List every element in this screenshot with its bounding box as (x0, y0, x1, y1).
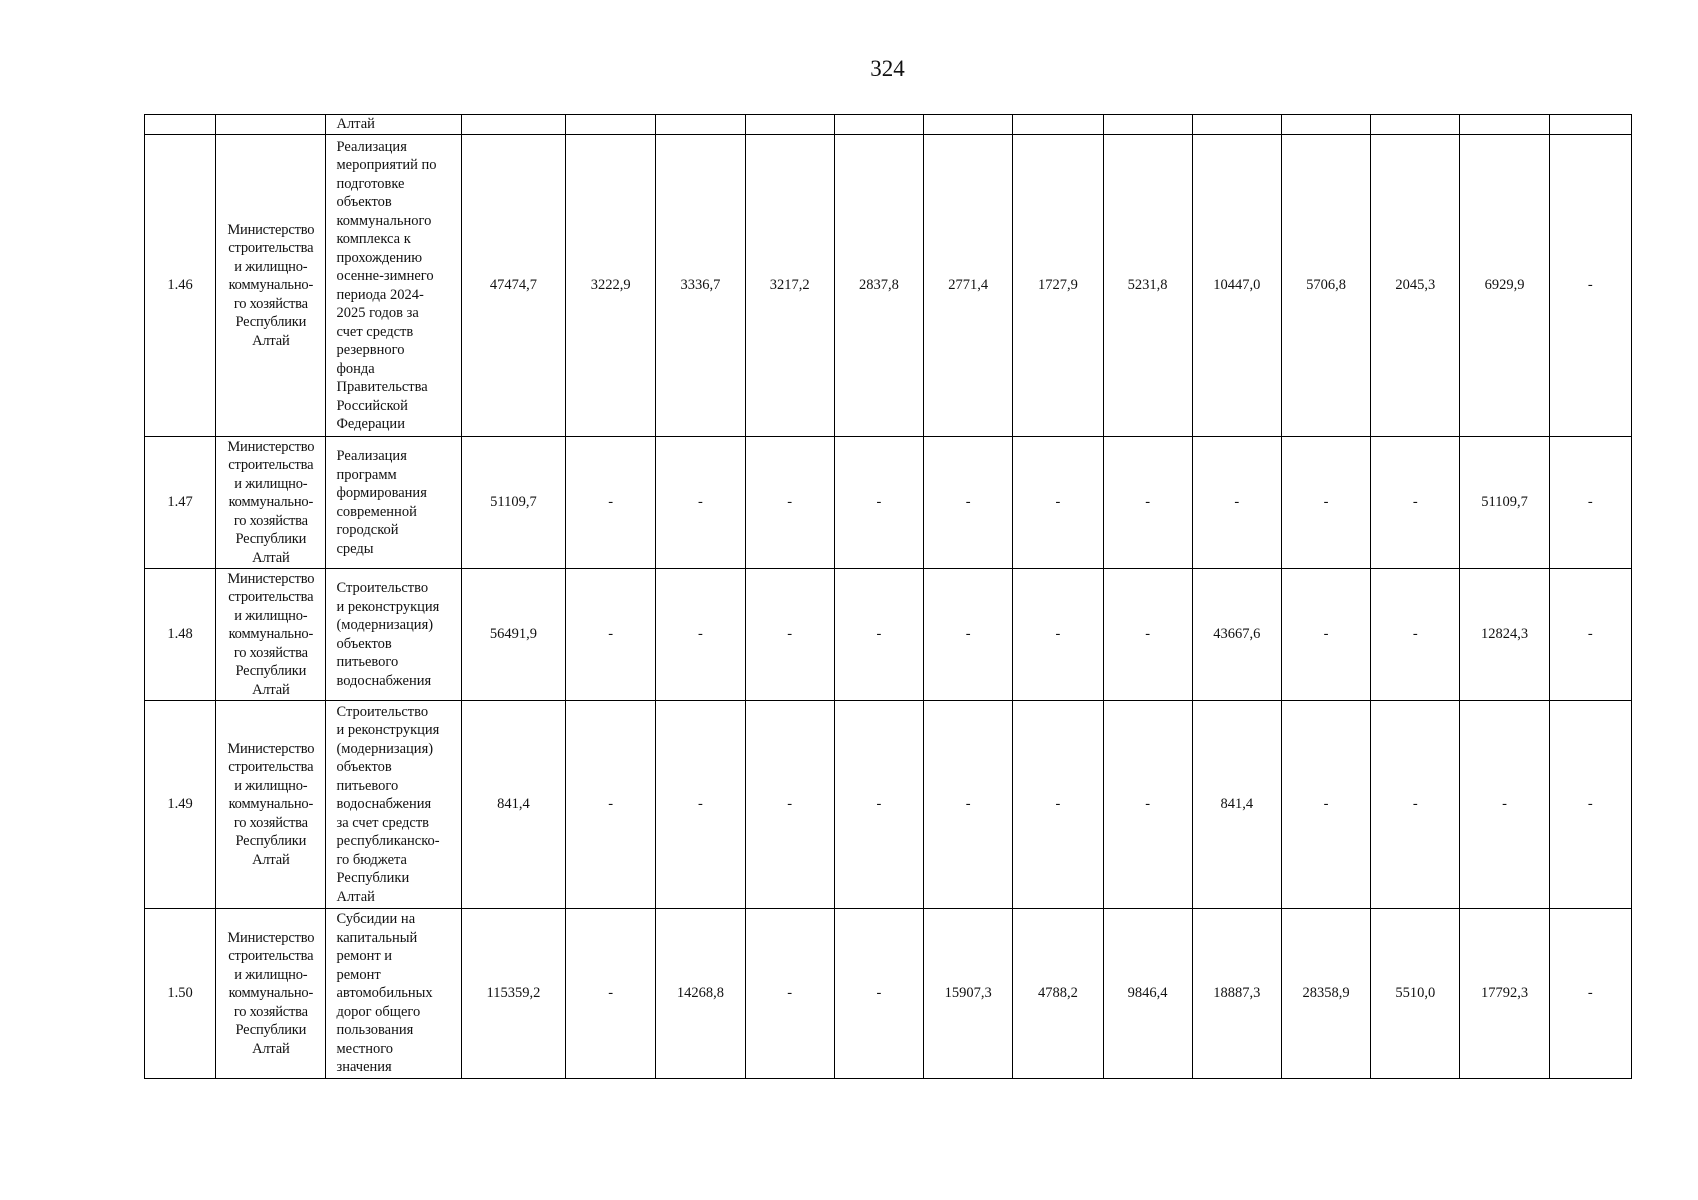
executor-cell (216, 701, 326, 909)
value-cell: - (1371, 701, 1460, 909)
value-cell: - (1281, 437, 1370, 569)
value-cell: 1727,9 (1013, 135, 1103, 437)
value-cell: - (924, 569, 1013, 701)
value-cell: - (1103, 701, 1192, 909)
value-cell: 2045,3 (1371, 135, 1460, 437)
value-cell: 3217,2 (745, 135, 834, 437)
value-cell: 14268,8 (656, 909, 745, 1079)
value-cell: 15907,3 (924, 909, 1013, 1079)
value-cell: - (745, 701, 834, 909)
measure-name-text: Реализация программ формирования современной городской среды (336, 448, 427, 557)
value-cell: 6929,9 (1460, 135, 1549, 437)
executor-cell (216, 135, 326, 437)
value-cell: - (1549, 437, 1631, 569)
value-cell: - (834, 437, 923, 569)
continuation-id-cell (145, 115, 216, 135)
value-cell: - (1013, 569, 1103, 701)
budget-table (144, 114, 1632, 1079)
value-cell: - (745, 569, 834, 701)
measure-name-cell (326, 909, 461, 1079)
value-cell: - (745, 909, 834, 1079)
row-id-cell: 1.50 (145, 909, 216, 1079)
value-cell: - (1013, 437, 1103, 569)
measure-name-text: Строительство и реконструкция (модернизация) объектов питьевого водоснабжения (336, 580, 440, 689)
value-cell: - (745, 437, 834, 569)
value-cell: - (566, 909, 656, 1079)
value-cell: - (1281, 569, 1370, 701)
value-cell: 3336,7 (656, 135, 745, 437)
value-cell: - (566, 569, 656, 701)
executor-text: Министерство строительства и жилищно- коммунально- го хозяйства Республики Алтай (227, 570, 315, 698)
value-cell: 5706,8 (1281, 135, 1370, 437)
value-cell: 9846,4 (1103, 909, 1192, 1079)
executor-text: Министерство строительства и жилищно- коммунально- го хозяйства Республики Алтай (227, 929, 315, 1057)
value-cell: - (656, 437, 745, 569)
value-cell: - (1192, 437, 1281, 569)
value-cell: - (1103, 569, 1192, 701)
value-cell: - (1371, 569, 1460, 701)
value-cell: - (566, 437, 656, 569)
measure-name-text: Строительство и реконструкция (модернизация) объектов питьевого водоснабжения за счет средств республиканско- го бюджета Республики Алтай (336, 703, 440, 905)
row-id-cell: 1.47 (145, 437, 216, 569)
value-cell: - (566, 701, 656, 909)
table-body (145, 115, 1632, 1079)
value-cell: - (834, 909, 923, 1079)
table-row (145, 701, 1632, 909)
value-cell: - (834, 701, 923, 909)
value-cell: 10447,0 (1192, 135, 1281, 437)
executor-cell (216, 437, 326, 569)
value-cell: 18887,3 (1192, 909, 1281, 1079)
measure-name-text: Субсидии на капитальный ремонт и ремонт автомобильных дорог общего пользования местного значения (336, 911, 433, 1076)
value-cell: 12824,3 (1460, 569, 1549, 701)
executor-cell (216, 569, 326, 701)
executor-text: Министерство строительства и жилищно- коммунально- го хозяйства Республики Алтай (227, 221, 315, 349)
value-cell: 5510,0 (1371, 909, 1460, 1079)
executor-text: Министерство строительства и жилищно- коммунально- го хозяйства Республики Алтай (227, 438, 315, 566)
value-cell: - (1013, 701, 1103, 909)
value-cell: - (1549, 909, 1631, 1079)
total-value-cell: 115359,2 (461, 909, 565, 1079)
value-cell: - (924, 437, 1013, 569)
executor-text: Министерство строительства и жилищно- коммунально- го хозяйства Республики Алтай (227, 740, 315, 868)
row-id-cell: 1.46 (145, 135, 216, 437)
row-id-cell: 1.48 (145, 569, 216, 701)
value-cell: 4788,2 (1013, 909, 1103, 1079)
total-value-cell: 841,4 (461, 701, 565, 909)
value-cell: - (656, 569, 745, 701)
total-value-cell: 51109,7 (461, 437, 565, 569)
value-cell: 17792,3 (1460, 909, 1549, 1079)
value-cell: - (1549, 569, 1631, 701)
value-cell: - (1281, 701, 1370, 909)
executor-cell (216, 909, 326, 1079)
page-number: 324 (870, 56, 905, 81)
table-row (145, 569, 1632, 701)
measure-name-cell (326, 701, 461, 909)
value-cell: - (1549, 701, 1631, 909)
measure-name-cell (326, 437, 461, 569)
measure-name-text: Реализация мероприятий по подготовке объектов коммунального комплекса к прохождению осенне-зимнего периода 2024- 2025 годов за счет средств резервного фонда Правительства Российской Федерации (336, 138, 437, 432)
row-id-cell: 1.49 (145, 701, 216, 909)
value-cell: - (1549, 135, 1631, 437)
measure-name-cell (326, 135, 461, 437)
value-cell: 2771,4 (924, 135, 1013, 437)
table-row (145, 437, 1632, 569)
table-row (145, 909, 1632, 1079)
value-cell: 3222,9 (566, 135, 656, 437)
total-value-cell: 47474,7 (461, 135, 565, 437)
value-cell: 841,4 (1192, 701, 1281, 909)
value-cell: 28358,9 (1281, 909, 1370, 1079)
value-cell: 2837,8 (834, 135, 923, 437)
continuation-row (145, 115, 1632, 135)
value-cell: - (1371, 437, 1460, 569)
value-cell: - (1460, 701, 1549, 909)
total-value-cell: 56491,9 (461, 569, 565, 701)
value-cell: 51109,7 (1460, 437, 1549, 569)
value-cell: - (656, 701, 745, 909)
value-cell: 43667,6 (1192, 569, 1281, 701)
continuation-executor-cell (216, 115, 326, 135)
value-cell: - (1103, 437, 1192, 569)
value-cell: 5231,8 (1103, 135, 1192, 437)
continuation-name-cell: Алтай (326, 115, 461, 135)
value-cell: - (834, 569, 923, 701)
measure-name-cell (326, 569, 461, 701)
table-row (145, 135, 1632, 437)
value-cell: - (924, 701, 1013, 909)
